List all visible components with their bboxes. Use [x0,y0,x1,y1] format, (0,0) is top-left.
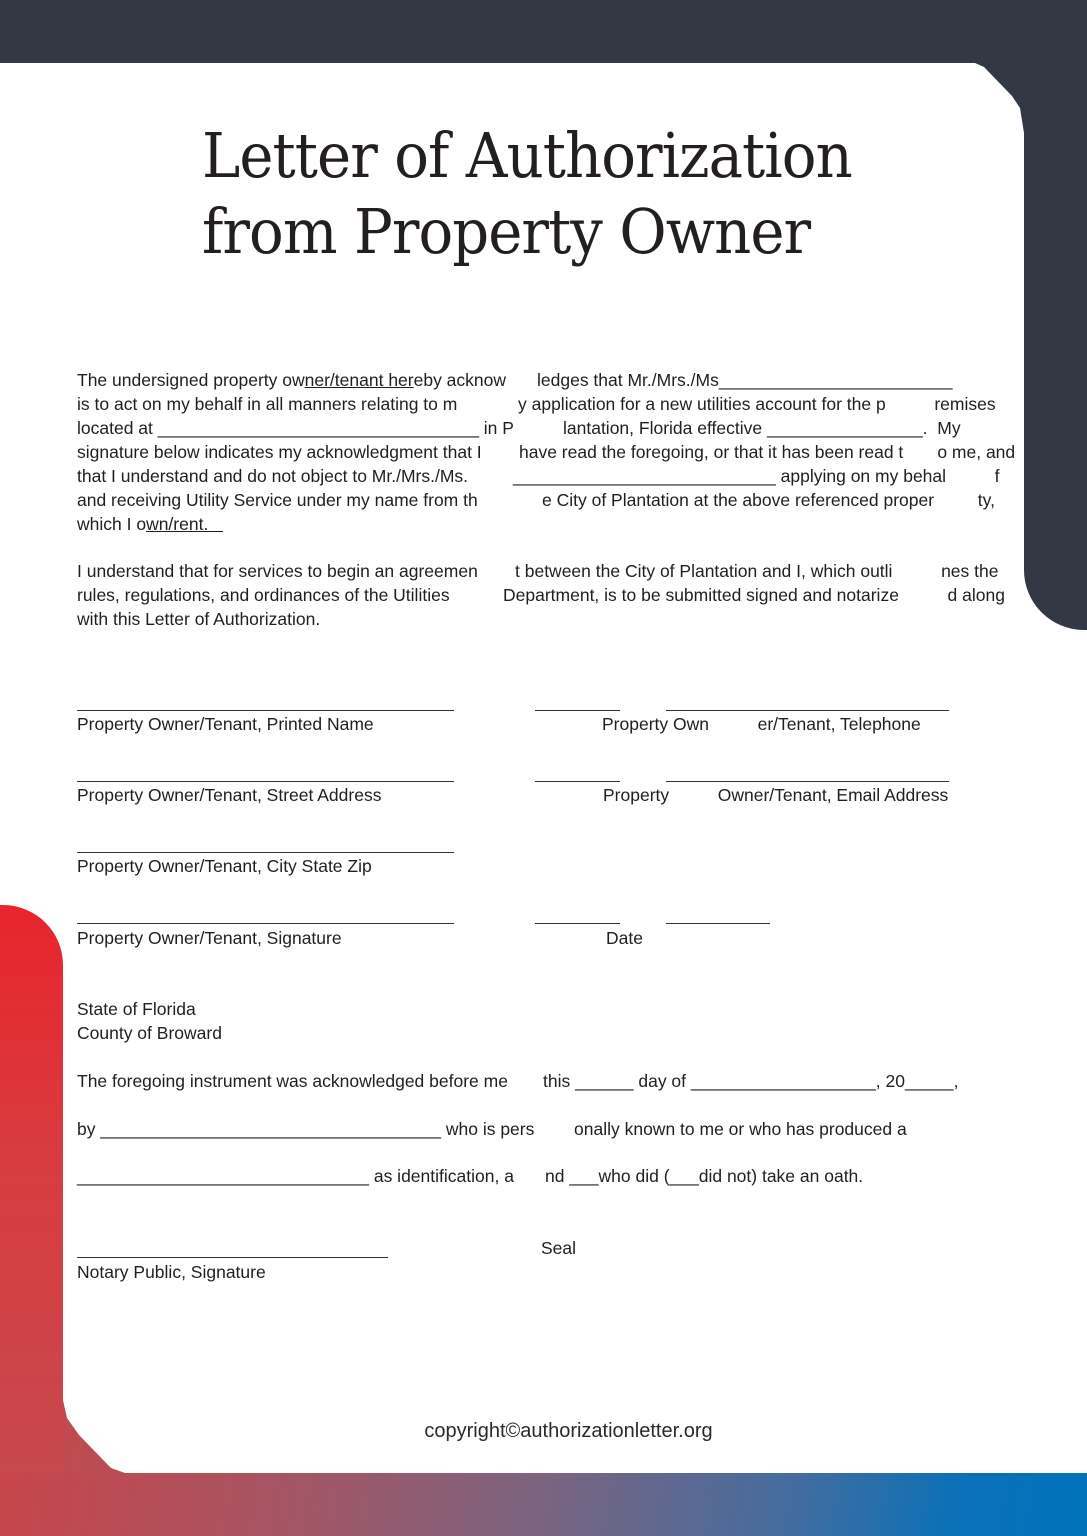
street-address-line[interactable] [77,781,454,782]
title-line-1: Letter of Authorization [202,119,852,192]
notary-line-3-cont: nd ___who did (___did not) take an oath. [545,1166,864,1186]
paragraph-line: I understand that for services to begin an agreemen [77,561,478,581]
city-state-zip-label: Property Owner/Tenant, City State Zip [77,856,372,876]
email-address-label: Property Owner/Tenant, Email Address [603,785,949,805]
paragraph-line: is to act on my behalf in all manners relating to m [77,394,458,414]
notary-line-2: by ___________________________________ who is pers [77,1119,535,1139]
paragraph-line: located at _________________________________ in P [77,418,514,438]
notary-line-2-cont: onally known to me or who has produced a [574,1119,907,1139]
paragraph-line: and receiving Utility Service under my name from th [77,490,478,510]
telephone-line[interactable] [666,710,949,711]
notary-signature-label: Notary Public, Signature [77,1262,266,1282]
paragraph-line: The undersigned property owner/tenant hereby acknow [77,370,507,390]
state-label: State of Florida [77,999,196,1019]
date-line[interactable] [666,923,770,924]
notary-signature-line[interactable] [77,1257,388,1258]
page-title [202,118,852,270]
paragraph-line: e City of Plantation at the above referenced proper ty, [542,490,995,510]
notary-line-3: ______________________________ as identification, a [77,1166,514,1186]
paragraph-line: that I understand and do not object to Mr./Mrs./Ms. [77,466,469,486]
signature-label: Property Owner/Tenant, Signature [77,928,342,948]
field-line-short[interactable] [535,710,620,711]
paragraph-line: have read the foregoing, or that it has been read t o me, and [519,442,1016,462]
paragraph-line: t between the City of Plantation and I, which outli nes the [515,561,999,581]
paragraph-line: ___________________________ applying on my behal f [513,466,1000,486]
field-line-short[interactable] [535,781,620,782]
printed-name-line[interactable] [77,710,454,711]
paragraph-line: lantation, Florida effective ________________. My [563,418,961,438]
top-dark-band [0,0,1087,63]
copyright-footer: copyright©authorizationletter.org [424,1420,713,1442]
bottom-gradient-band [0,1473,1087,1536]
notary-line-1-fill: this ______ day of ___________________, 20_____, [543,1071,959,1091]
top-right-corner-shape [940,63,1025,153]
paragraph-line: Department, is to be submitted signed and notarize d along [503,585,1005,605]
right-dark-band [1024,0,1087,630]
paragraph-line: which I own/rent. [77,514,223,534]
telephone-label: Property Own er/Tenant, Telephone [602,714,921,734]
printed-name-label: Property Owner/Tenant, Printed Name [77,714,374,734]
date-label: Date [606,928,643,948]
title-line-2: from Property Owner [202,195,811,268]
email-address-line[interactable] [666,781,949,782]
county-label: County of Broward [77,1023,222,1043]
paragraph-line: with this Letter of Authorization. [77,609,321,629]
paragraph-line: y application for a new utilities account for the p remises [518,394,996,414]
seal-label: Seal [541,1238,577,1258]
street-address-label: Property Owner/Tenant, Street Address [77,785,382,805]
paragraph-line: ledges that Mr./Mrs./Ms________________________ [537,370,953,390]
city-state-zip-line[interactable] [77,852,454,853]
paragraph-line: signature below indicates my acknowledgment that I [77,442,482,462]
paragraph-line: rules, regulations, and ordinances of the Utilities [77,585,450,605]
signature-line[interactable] [77,923,454,924]
notary-line-1: The foregoing instrument was acknowledged before me [77,1071,508,1091]
field-line-short[interactable] [535,923,620,924]
